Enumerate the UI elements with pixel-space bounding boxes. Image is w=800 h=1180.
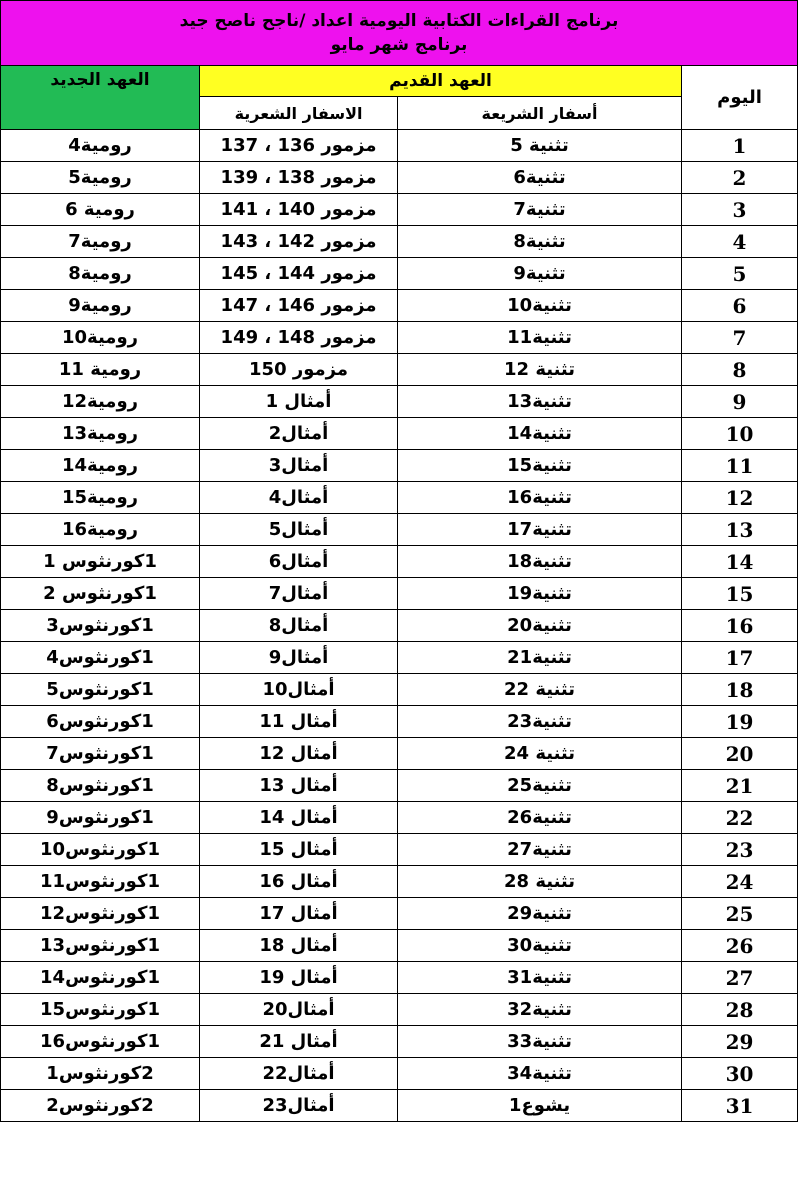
new-testament-reading-cell: 1كورنثوس 1 bbox=[1, 546, 200, 578]
table-row bbox=[1, 962, 798, 994]
day-cell: 13 bbox=[682, 514, 798, 546]
day-cell: 31 bbox=[682, 1090, 798, 1122]
day-cell: 16 bbox=[682, 610, 798, 642]
torah-reading-cell: تثنية13 bbox=[398, 386, 682, 418]
new-testament-reading-cell: 2كورنثوس2 bbox=[1, 1090, 200, 1122]
new-testament-reading-cell: 1كورنثوس6 bbox=[1, 706, 200, 738]
header-day: اليوم bbox=[682, 66, 798, 130]
poetry-reading-cell: مزمور 146 ، 147 bbox=[200, 290, 398, 322]
torah-reading-cell: تثنية32 bbox=[398, 994, 682, 1026]
new-testament-reading-cell: 1كورنثوس15 bbox=[1, 994, 200, 1026]
torah-reading-cell: يشوع1 bbox=[398, 1090, 682, 1122]
torah-reading-cell: تثنية11 bbox=[398, 322, 682, 354]
torah-reading-cell: تثنية26 bbox=[398, 802, 682, 834]
new-testament-reading-cell: 1كورنثوس10 bbox=[1, 834, 200, 866]
day-cell: 26 bbox=[682, 930, 798, 962]
table-row bbox=[1, 834, 798, 866]
day-cell: 11 bbox=[682, 450, 798, 482]
torah-reading-cell: تثنية16 bbox=[398, 482, 682, 514]
new-testament-reading-cell: 1كورنثوس11 bbox=[1, 866, 200, 898]
day-cell: 29 bbox=[682, 1026, 798, 1058]
poetry-reading-cell: مزمور 138 ، 139 bbox=[200, 162, 398, 194]
torah-reading-cell: تثنية 12 bbox=[398, 354, 682, 386]
day-cell: 23 bbox=[682, 834, 798, 866]
table-row bbox=[1, 290, 798, 322]
table-row bbox=[1, 1026, 798, 1058]
poetry-reading-cell: أمثال3 bbox=[200, 450, 398, 482]
poetry-reading-cell: أمثال 14 bbox=[200, 802, 398, 834]
torah-reading-cell: تثنية 28 bbox=[398, 866, 682, 898]
torah-reading-cell: تثنية20 bbox=[398, 610, 682, 642]
torah-reading-cell: تثنية18 bbox=[398, 546, 682, 578]
poetry-reading-cell: مزمور 150 bbox=[200, 354, 398, 386]
table-row bbox=[1, 1058, 798, 1090]
day-cell: 14 bbox=[682, 546, 798, 578]
new-testament-reading-cell: رومية7 bbox=[1, 226, 200, 258]
day-cell: 1 bbox=[682, 130, 798, 162]
torah-reading-cell: تثنية6 bbox=[398, 162, 682, 194]
header-torah: أسفار الشريعة bbox=[398, 97, 682, 130]
poetry-reading-cell: أمثال 13 bbox=[200, 770, 398, 802]
day-cell: 10 bbox=[682, 418, 798, 450]
table-row bbox=[1, 546, 798, 578]
title-row bbox=[1, 1, 798, 66]
poetry-reading-cell: أمثال 19 bbox=[200, 962, 398, 994]
torah-reading-cell: تثنية19 bbox=[398, 578, 682, 610]
table-row bbox=[1, 258, 798, 290]
torah-reading-cell: تثنية10 bbox=[398, 290, 682, 322]
torah-reading-cell: تثنية21 bbox=[398, 642, 682, 674]
new-testament-reading-cell: رومية14 bbox=[1, 450, 200, 482]
new-testament-reading-cell: رومية4 bbox=[1, 130, 200, 162]
poetry-reading-cell: أمثال7 bbox=[200, 578, 398, 610]
poetry-reading-cell: أمثال8 bbox=[200, 610, 398, 642]
day-cell: 4 bbox=[682, 226, 798, 258]
table-row bbox=[1, 674, 798, 706]
poetry-reading-cell: أمثال20 bbox=[200, 994, 398, 1026]
poetry-reading-cell: أمثال 16 bbox=[200, 866, 398, 898]
table-row bbox=[1, 642, 798, 674]
table-row bbox=[1, 1090, 798, 1122]
new-testament-reading-cell: رومية13 bbox=[1, 418, 200, 450]
day-cell: 19 bbox=[682, 706, 798, 738]
torah-reading-cell: تثنية27 bbox=[398, 834, 682, 866]
table-row bbox=[1, 322, 798, 354]
new-testament-reading-cell: رومية10 bbox=[1, 322, 200, 354]
day-cell: 5 bbox=[682, 258, 798, 290]
day-cell: 8 bbox=[682, 354, 798, 386]
poetry-reading-cell: مزمور 136 ، 137 bbox=[200, 130, 398, 162]
poetry-reading-cell: أمثال 21 bbox=[200, 1026, 398, 1058]
poetry-reading-cell: أمثال4 bbox=[200, 482, 398, 514]
poetry-reading-cell: مزمور 148 ، 149 bbox=[200, 322, 398, 354]
new-testament-reading-cell: رومية5 bbox=[1, 162, 200, 194]
torah-reading-cell: تثنية 22 bbox=[398, 674, 682, 706]
torah-reading-cell: تثنية 5 bbox=[398, 130, 682, 162]
poetry-reading-cell: مزمور 142 ، 143 bbox=[200, 226, 398, 258]
page-title bbox=[1, 1, 798, 66]
day-cell: 20 bbox=[682, 738, 798, 770]
day-cell: 6 bbox=[682, 290, 798, 322]
torah-reading-cell: تثنية14 bbox=[398, 418, 682, 450]
table-row bbox=[1, 770, 798, 802]
poetry-reading-cell: أمثال10 bbox=[200, 674, 398, 706]
new-testament-reading-cell: 1كورنثوس5 bbox=[1, 674, 200, 706]
day-cell: 2 bbox=[682, 162, 798, 194]
poetry-reading-cell: أمثال5 bbox=[200, 514, 398, 546]
table-row bbox=[1, 610, 798, 642]
table-row bbox=[1, 930, 798, 962]
header-row-1 bbox=[1, 66, 798, 97]
table-row bbox=[1, 514, 798, 546]
torah-reading-cell: تثنية17 bbox=[398, 514, 682, 546]
table-row bbox=[1, 706, 798, 738]
table-row bbox=[1, 898, 798, 930]
table-row bbox=[1, 738, 798, 770]
poetry-reading-cell: أمثال22 bbox=[200, 1058, 398, 1090]
new-testament-reading-cell: 1كورنثوس14 bbox=[1, 962, 200, 994]
header-old-testament: العهد القديم bbox=[200, 66, 682, 97]
new-testament-reading-cell: رومية 11 bbox=[1, 354, 200, 386]
day-cell: 22 bbox=[682, 802, 798, 834]
table-row bbox=[1, 226, 798, 258]
poetry-reading-cell: أمثال 17 bbox=[200, 898, 398, 930]
table-row bbox=[1, 482, 798, 514]
table-row bbox=[1, 994, 798, 1026]
torah-reading-cell: تثنية7 bbox=[398, 194, 682, 226]
day-cell: 17 bbox=[682, 642, 798, 674]
day-cell: 15 bbox=[682, 578, 798, 610]
poetry-reading-cell: أمثال 18 bbox=[200, 930, 398, 962]
table-row bbox=[1, 578, 798, 610]
day-cell: 24 bbox=[682, 866, 798, 898]
day-cell: 7 bbox=[682, 322, 798, 354]
new-testament-reading-cell: رومية16 bbox=[1, 514, 200, 546]
new-testament-reading-cell: 1كورنثوس9 bbox=[1, 802, 200, 834]
title-line-2: برنامج شهر مايو bbox=[330, 35, 468, 55]
new-testament-reading-cell: رومية15 bbox=[1, 482, 200, 514]
day-cell: 3 bbox=[682, 194, 798, 226]
new-testament-reading-cell: 2كورنثوس1 bbox=[1, 1058, 200, 1090]
day-cell: 28 bbox=[682, 994, 798, 1026]
torah-reading-cell: تثنية23 bbox=[398, 706, 682, 738]
new-testament-reading-cell: رومية8 bbox=[1, 258, 200, 290]
day-cell: 27 bbox=[682, 962, 798, 994]
poetry-reading-cell: أمثال 11 bbox=[200, 706, 398, 738]
torah-reading-cell: تثنية34 bbox=[398, 1058, 682, 1090]
poetry-reading-cell: أمثال6 bbox=[200, 546, 398, 578]
new-testament-reading-cell: 1كورنثوس3 bbox=[1, 610, 200, 642]
torah-reading-cell: تثنية25 bbox=[398, 770, 682, 802]
new-testament-reading-cell: 1كورنثوس12 bbox=[1, 898, 200, 930]
new-testament-reading-cell: رومية12 bbox=[1, 386, 200, 418]
poetry-reading-cell: أمثال23 bbox=[200, 1090, 398, 1122]
day-cell: 9 bbox=[682, 386, 798, 418]
new-testament-reading-cell: 1كورنثوس7 bbox=[1, 738, 200, 770]
day-cell: 18 bbox=[682, 674, 798, 706]
day-cell: 25 bbox=[682, 898, 798, 930]
poetry-reading-cell: أمثال9 bbox=[200, 642, 398, 674]
table-row bbox=[1, 450, 798, 482]
torah-reading-cell: تثنية31 bbox=[398, 962, 682, 994]
day-cell: 30 bbox=[682, 1058, 798, 1090]
table-row bbox=[1, 866, 798, 898]
torah-reading-cell: تثنية8 bbox=[398, 226, 682, 258]
torah-reading-cell: تثنية30 bbox=[398, 930, 682, 962]
torah-reading-cell: تثنية 24 bbox=[398, 738, 682, 770]
header-new-testament: العهد الجديد bbox=[1, 66, 200, 130]
new-testament-reading-cell: 1كورنثوس4 bbox=[1, 642, 200, 674]
new-testament-reading-cell: 1كورنثوس8 bbox=[1, 770, 200, 802]
poetry-reading-cell: مزمور 140 ، 141 bbox=[200, 194, 398, 226]
day-cell: 12 bbox=[682, 482, 798, 514]
poetry-reading-cell: أمثال 15 bbox=[200, 834, 398, 866]
poetry-reading-cell: أمثال 12 bbox=[200, 738, 398, 770]
new-testament-reading-cell: 1كورنثوس13 bbox=[1, 930, 200, 962]
torah-reading-cell: تثنية33 bbox=[398, 1026, 682, 1058]
table-row bbox=[1, 418, 798, 450]
new-testament-reading-cell: رومية9 bbox=[1, 290, 200, 322]
day-cell: 21 bbox=[682, 770, 798, 802]
new-testament-reading-cell: 1كورنثوس16 bbox=[1, 1026, 200, 1058]
table-row bbox=[1, 162, 798, 194]
header-poetry: الاسفار الشعرية bbox=[200, 97, 398, 130]
table-row bbox=[1, 386, 798, 418]
new-testament-reading-cell: رومية 6 bbox=[1, 194, 200, 226]
table-row bbox=[1, 802, 798, 834]
torah-reading-cell: تثنية15 bbox=[398, 450, 682, 482]
title-line-1: برنامج القراءات الكتابية اليومية اعداد /ناجح ناصح جيد bbox=[179, 11, 619, 31]
poetry-reading-cell: مزمور 144 ، 145 bbox=[200, 258, 398, 290]
poetry-reading-cell: أمثال 1 bbox=[200, 386, 398, 418]
torah-reading-cell: تثنية9 bbox=[398, 258, 682, 290]
torah-reading-cell: تثنية29 bbox=[398, 898, 682, 930]
table-row bbox=[1, 354, 798, 386]
table-row bbox=[1, 130, 798, 162]
new-testament-reading-cell: 1كورنثوس 2 bbox=[1, 578, 200, 610]
table-row bbox=[1, 194, 798, 226]
poetry-reading-cell: أمثال2 bbox=[200, 418, 398, 450]
